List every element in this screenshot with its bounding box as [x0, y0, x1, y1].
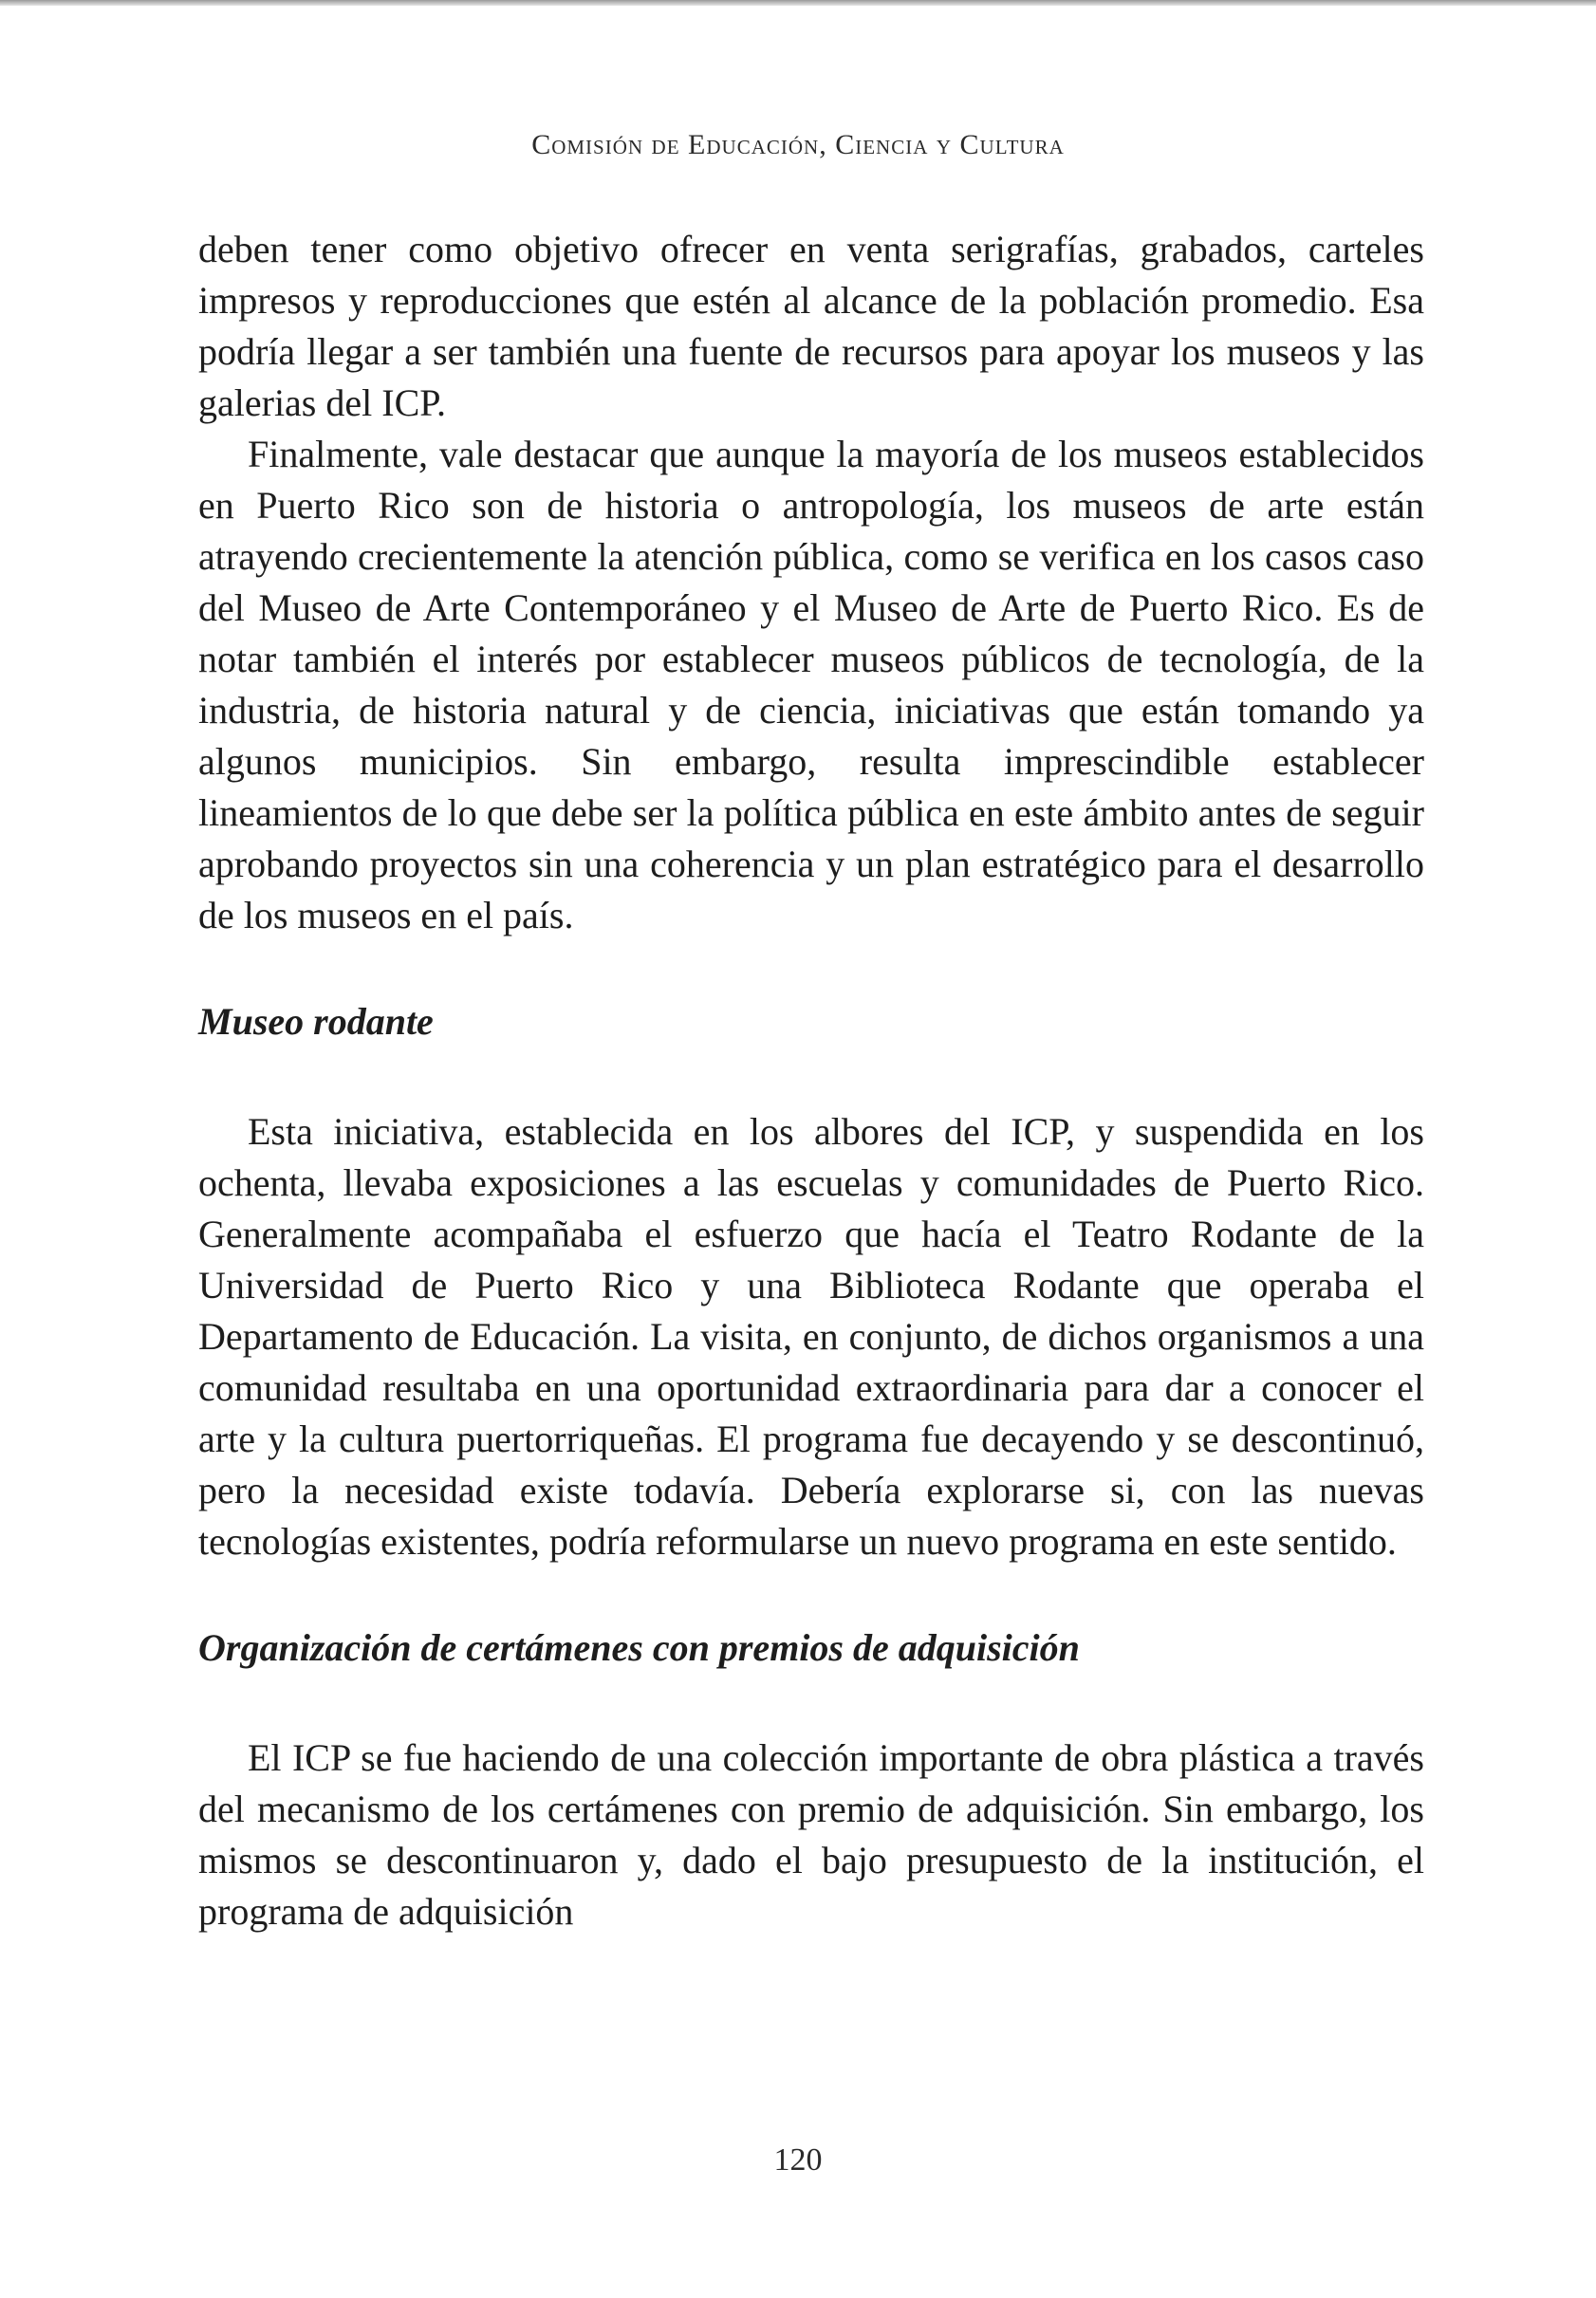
- paragraph-continuation: deben tener como objetivo ofrecer en venta serigrafías, grabados, carteles impresos y reproducciones que estén al alcance de la población promedio. Esa podría llegar a ser también una fuente de recursos para apoyar los museos y las galerias del ICP.: [198, 228, 1424, 424]
- section-heading-certamenes: Organización de certámenes con premios de adquisición: [198, 1626, 1080, 1669]
- running-header: Comisión de Educación, Ciencia y Cultura: [531, 129, 1065, 160]
- top-edge-rule: [0, 0, 1596, 6]
- page-body: [198, 224, 1424, 1937]
- page-number: 120: [773, 2142, 823, 2178]
- section-heading-museo-rodante: Museo rodante: [198, 1000, 434, 1043]
- paragraph-museo-rodante: Esta iniciativa, establecida en los albores del ICP, y suspendida en los ochenta, llevaba exposiciones a las escuelas y comunidades de Puerto Rico. Generalmente acompañaba el esfuerzo que hacía el Teatro Rodante de la Universidad de Puerto Rico y una Biblioteca Rodante que operaba el Departamento de Educación. La visita, en conjunto, de dichos organismos a una comunidad resultaba en una oportunidad extraordinaria para dar a conocer el arte y la cultura puertorriqueñas. El programa fue decayendo y se descontinuó, pero la necesidad existe todavía. Debería explorarse si, con las nuevas tecnologías existentes, podría reformularse un nuevo programa en este sentido.: [198, 1110, 1424, 1563]
- paragraph-certamenes: El ICP se fue haciendo de una colección importante de obra plástica a través del mecanismo de los certámenes con premio de adquisición. Sin embargo, los mismos se descontinuaron y, dado el bajo presupuesto de la institución, el programa de adquisición: [198, 1736, 1424, 1933]
- paragraph-finalmente: Finalmente, vale destacar que aunque la mayoría de los museos establecidos en Puerto Rico son de historia o antropología, los museos de arte están atrayendo crecientemente la atención pública, como se verifica en los casos caso del Museo de Arte Contemporáneo y el Museo de Arte de Puerto Rico. Es de notar también el interés por establecer museos públicos de tecnología, de la industria, de historia natural y de ciencia, iniciativas que están tomando ya algunos municipios. Sin embargo, resulta imprescindible establecer lineamientos de lo que debe ser la política pública en este ámbito antes de seguir aprobando proyectos sin una coherencia y un plan estratégico para el desarrollo de los museos en el país.: [198, 433, 1424, 936]
